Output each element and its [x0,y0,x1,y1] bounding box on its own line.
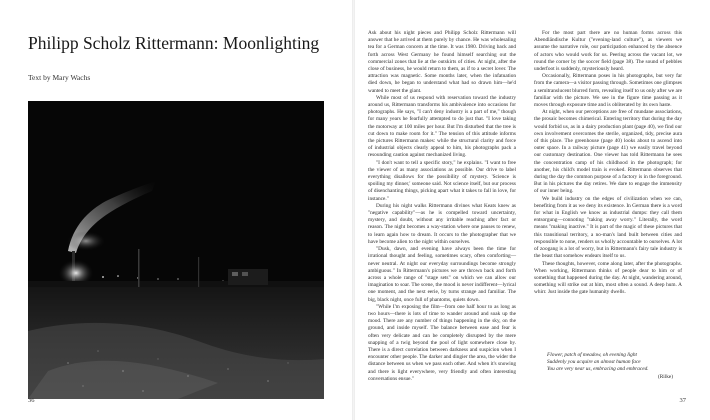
column1-paragraph: During his night walks Rittermann divines what Keats knew as "negative capability"—as he is compelled toward uncertainty, mystery, and doubt, without any irritable reaching after fact or reason. The night becomes a way-station where one pauses to renew, to learn again how to dream. It occurs to the photographer that we have become alien to the night within ourselves. [368,202,516,245]
rilke-epigraph [547,352,687,381]
photograph-image [28,101,324,399]
column2-paragraph: At night, when our perceptions are free of mundane associations, the prosaic becomes chimerical. Entering territory that during the day would forbid us, as in a dairy production plant (page 40), we find our own involvement overcomes the sterile, organized, tidy, precise aura of this place. The greenhouse (page 40) looks about to ascend into outer space. In a railway picture (page 41) we easily travel beyond our customary destination. One viewer has told Rittermann he sees the concentration camp of his childhood in the photograph; for another, his child's model train is evoked. Rittermann observes that during the day the common purpose of a factory is in the foreground. But in his pictures the day retires. We dare to engage the immensity of our inner being. [534,109,682,195]
text-column-1 [368,30,516,383]
column2-paragraph: We build industry on the edges of civilization when we can, benefiting from it as we deny its existence. In German there is a word for what in English we know as industrial dumps: they call them entsorgung—connoting "taking away worry." Literally, the word means "making inactive." It is part of the magic of these pictures that this transitional territory, a no-man's land built between cities and responsible to none, renders us wholly accountable to ourselves. A lot of zoogang is a lot of worry, but in Rittermann's fairy tale industry is the beast that somehow endears itself to us. [534,195,682,260]
article-title: Philipp Scholz Rittermann: Moonlighting [28,33,320,53]
column1-paragraph: While most of us respond with reservation toward the industry around us, Rittermann transforms his ambivalence into occasions for photographs. He says, "I can't deny industry is a part of me," though for many years he fearfully attempted to do just that. "I love taking the motorway at 100 miles per hour. But I'm disturbed that the tree is cut down to make room for it." The tension of this attitude informs the pictures Rittermann makes: while the structural clarity and force of industrial objects clearly appeal to him, his photographs pack a resounding caution against mechanized living. [368,94,516,159]
column1-paragraph: Ask about his night pieces and Philipp Scholz Rittermann will answer that he arrived at them purely by chance. He was wholesaling tea for a German concern at the time. It was 1980. Driving back and forth across West Germany he found himself searching out the commercial zones that lie at the outskirts of cities. At night, after the close of business, he would return to them, as if to a secret lover. The attraction was magnetic. Some months later, when the infatuation died down, he began to understand what had so drawn him—he'd wanted to meet the giant. [368,30,516,94]
column1-paragraph: "I don't want to tell a specific story," he explains. "I want to free the viewer of as many associations as possible. Our drive to label everything disallows for the possibility of mystery. 'Science is spoiling my dinner,' someone said. Not science itself, but our process of disenchanting things, picking apart what it takes to fall in love, for instance." [368,159,516,202]
article-byline: Text by Mary Wachs [28,73,91,82]
night-photograph [28,101,324,399]
column2-paragraph: These thoughts, however, come along later, after the photographs. When working, Rittermann thinks of people dear to him or of something that happened during the day. At night, wandering around, something will strike out at him, most often a sound. A deep hum. A whirr. Just inside the gate humanity dwells. [534,260,682,296]
left-page [0,0,352,420]
column2-paragraph: For the most part there are no human forms across this Abendländische Kultur ("evening-land culture"), as viewers we assume the narrative role, our participation enhanced by the absence of actors who would work for us. Peering across the vacant lot, we round the corner by the soccer field (page 38). The sound of pebbles underfoot is suddenly, mysteriously heard. [534,30,682,73]
column2-paragraph: Occasionally, Rittermann poses in his photographs, but very far from the camera—a visitor passing through. Sometimes one glimpses a semitranslucent blurred form, revealing itself to us only after we are familiar with the picture. We see in the figure time passing as it moves through exposure time and is obliterated by its own haste. [534,73,682,109]
column1-paragraph: "While I'm exposing the film—from one half hour to as long as two hours—there is lots of time to wander around and soak up the mood. There are any number of things happening in the sky, on the ground, and inside myself. The balance between ease and fear is often very delicate and can be completely disrupted by the mere snapping of a twig beyond the pool of light somewhere close by. There is a direct correlation between darkness and suspicion when I encounter other people. The darker and dingier the area, the wider the distance between us when we pass each other. And when it's snowing and there is light everywhere, very friendly and often interesting conversations ensue." [368,303,516,382]
page-number-right: 37 [679,397,686,404]
page-number-left: 36 [28,397,35,404]
poem-line: Suddenly you acquire an almost human face [547,359,641,366]
text-column-2 [534,30,682,297]
poem-attribution: (Rilke) [657,373,673,380]
column1-paragraph: "Dusk, dawn, and evening have always been the time for irrational thought and feeling, sometimes scary, often comforting—never neutral. At night our everyday surroundings become strongly ambiguous." In Rittermann's pictures we are thrown back and forth across a whole range of "stage sets" on which we can allow our imagination to soar. The scene, the mood is never indifferent—lyrical one moment, and the next eerie, by turns strange and familiar. The big, black night, once full of phantoms, quiets down. [368,246,516,303]
poem-line: You are very near us, embracing and embraced. [547,366,649,373]
poem-line: Flower, patch of meadow, oh evening light [547,352,637,358]
